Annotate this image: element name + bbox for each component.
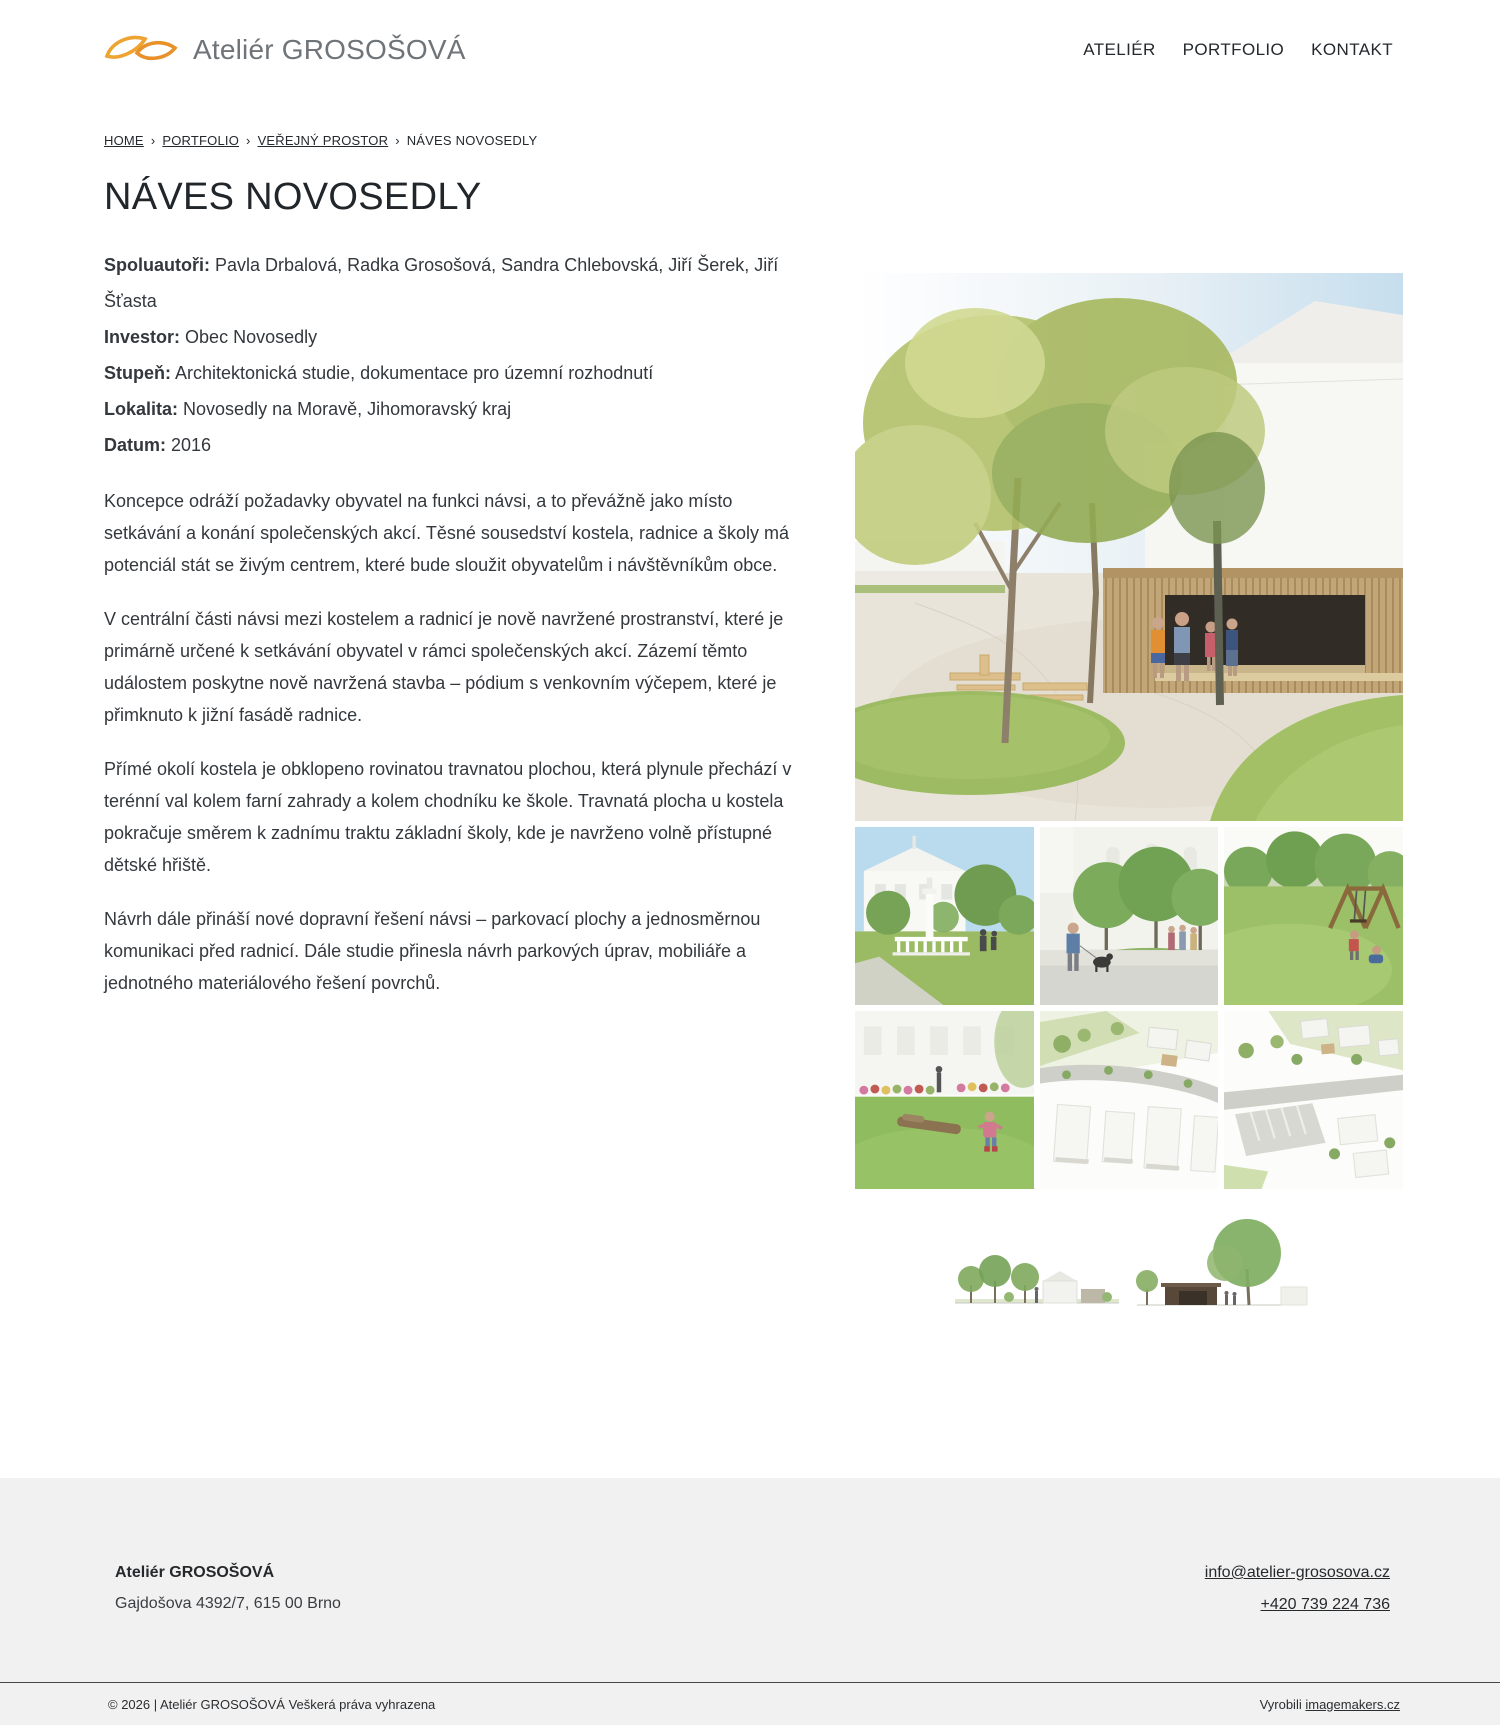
render-school-garden xyxy=(855,1011,1034,1189)
footer-email-link[interactable]: info@atelier-grososova.cz xyxy=(1204,1564,1390,1581)
project-gallery xyxy=(855,273,1403,1365)
nav-kontakt[interactable]: KONTAKT xyxy=(1311,40,1393,59)
nav-portfolio[interactable]: PORTFOLIO xyxy=(1182,40,1285,59)
main-nav xyxy=(1083,40,1393,60)
project-elevation-1[interactable] xyxy=(947,1205,1127,1365)
footer-bar xyxy=(0,1682,1500,1725)
footer-address-block xyxy=(115,1564,341,1682)
site-footer xyxy=(0,1478,1500,1725)
project-thumbnail-1[interactable] xyxy=(855,827,1034,1005)
footer-address: Gajdošova 4392/7, 615 00 Brno xyxy=(115,1595,341,1612)
breadcrumb xyxy=(104,100,1500,148)
render-square-stage xyxy=(855,273,1403,821)
project-thumbnail-5[interactable] xyxy=(1040,1011,1219,1189)
breadcrumb-home[interactable]: HOME xyxy=(104,133,144,148)
project-thumbnail-3[interactable] xyxy=(1224,827,1403,1005)
copyright-text: © 2026 | Ateliér GROSOŠOVÁ Veškerá práva vyhrazena xyxy=(108,1696,436,1712)
breadcrumb-separator: › xyxy=(150,133,156,148)
credits xyxy=(1260,1697,1400,1712)
meta-investor: Investor: Obec Novosedly xyxy=(104,327,318,347)
elevation-drawing-1 xyxy=(947,1205,1127,1365)
content-columns xyxy=(104,247,1500,1365)
elevation-row xyxy=(855,1205,1403,1365)
project-meta xyxy=(104,247,794,463)
meta-stage: Stupeň: Architektonická studie, dokumentace pro územní rozhodnutí xyxy=(104,363,654,383)
site-plan-1 xyxy=(1040,1011,1219,1189)
page-content xyxy=(0,100,1500,1478)
meta-date: Datum: 2016 xyxy=(104,435,212,455)
project-description xyxy=(104,247,794,1365)
leaf-logo-icon xyxy=(104,29,178,71)
footer-main xyxy=(0,1478,1500,1682)
elevation-drawing-2 xyxy=(1131,1205,1311,1365)
breadcrumb-current: NÁVES NOVOSEDLY xyxy=(406,133,538,148)
footer-studio-name: Ateliér GROSOŠOVÁ xyxy=(115,1564,275,1581)
project-image-main[interactable] xyxy=(855,273,1403,821)
footer-contact-block xyxy=(1205,1564,1390,1682)
render-monument xyxy=(855,827,1034,1005)
project-paragraph-3: Přímé okolí kostela je obklopeno rovinatou travnatou plochou, která plynule přechází v terénní val kolem farní zahrady a kolem chodníku ke škole. Travnatá plocha u kostela pokračuje směrem k zadnímu traktu základní školy, kde je navrženo volně přístupné dětské hřiště. xyxy=(104,759,792,875)
breadcrumb-verejny-prostor[interactable]: VEŘEJNÝ PROSTOR xyxy=(257,133,389,148)
project-paragraph-4: Návrh dále přináší nové dopravní řešení návsi – parkovací plochy a jednosměrnou komunikaci před radnicí. Dále studie přinesla návrh parkových úprav, mobiliáře a jednotného materiálového řešení povrchů. xyxy=(104,909,761,993)
credits-link[interactable]: imagemakers.cz xyxy=(1305,1696,1400,1712)
breadcrumb-portfolio[interactable]: PORTFOLIO xyxy=(162,133,240,148)
credits-prefix: Vyrobili xyxy=(1259,1696,1302,1712)
site-plan-2 xyxy=(1224,1011,1403,1189)
meta-coauthors: Spoluautoři: Pavla Drbalová, Radka Grosošová, Sandra Chlebovská, Jiří Šerek, Jiří Šťasta xyxy=(104,255,779,311)
nav-atelier[interactable]: ATELIÉR xyxy=(1083,40,1156,59)
meta-location: Lokalita: Novosedly na Moravě, Jihomoravský kraj xyxy=(104,399,512,419)
breadcrumb-separator: › xyxy=(395,133,400,148)
project-thumbnail-2[interactable] xyxy=(1040,827,1219,1005)
render-playground xyxy=(1224,827,1403,1005)
site-header xyxy=(0,0,1500,100)
project-thumbnail-6[interactable] xyxy=(1224,1011,1403,1189)
project-elevation-2[interactable] xyxy=(1131,1205,1311,1365)
project-paragraph-1: Koncepce odráží požadavky obyvatel na funkci návsi, a to převážně jako místo setkávání a konání společenských akcí. Těsné sousedství kostela, radnice a školy má potenciál stát se živým centrem, které bude sloužit obyvatelům i návštěvníkům obce. xyxy=(104,491,790,575)
breadcrumb-separator: › xyxy=(246,133,251,148)
render-street-trees xyxy=(1040,827,1219,1005)
thumbnail-grid xyxy=(855,827,1403,1189)
brand-name: Ateliér GROSOŠOVÁ xyxy=(193,34,466,65)
project-paragraph-2: V centrální části návsi mezi kostelem a radnicí je nově navržené prostranství, které je primárně určené k setkávání obyvatel v rámci společenských akcí. Zázemí těmto událostem poskytne nově navržená stavba – pódium s venkovním výčepem, které je přimknuto k jižní fasádě radnice. xyxy=(104,609,784,725)
brand-logo[interactable] xyxy=(104,29,466,71)
project-thumbnail-4[interactable] xyxy=(855,1011,1034,1189)
footer-phone-link[interactable]: +420 739 224 736 xyxy=(1260,1596,1390,1613)
page-title: NÁVES NOVOSEDLY xyxy=(104,176,482,218)
